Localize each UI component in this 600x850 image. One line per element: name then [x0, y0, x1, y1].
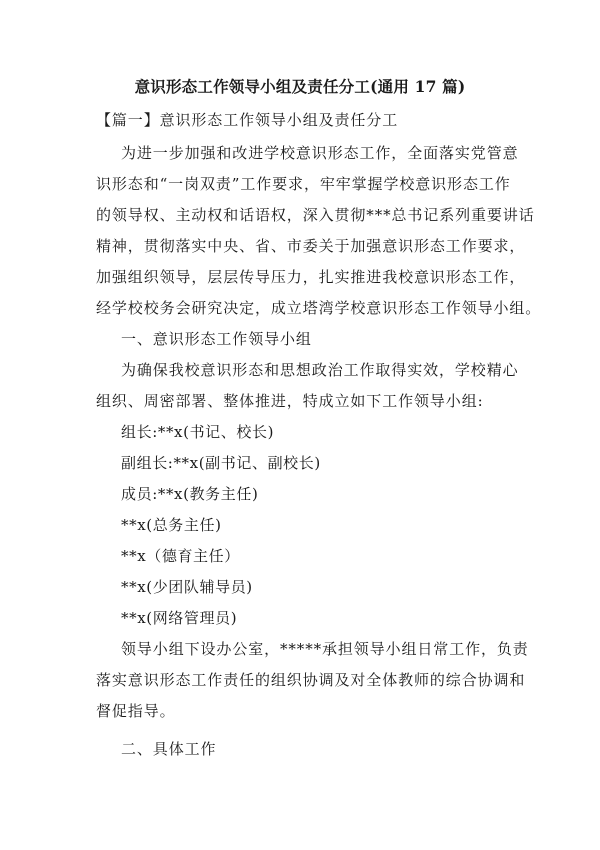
member-deputy-leader: 副组长:**x(副书记、副校长)	[121, 454, 321, 472]
member-teaching-director: 成员:**x(教务主任)	[121, 485, 259, 503]
member-youth-counselor: **x(少团队辅导员)	[121, 578, 253, 596]
member-leader: 组长:**x(书记、校长)	[121, 423, 275, 441]
intro-line-4: 精神，贯彻落实中央、省、市委关于加强意识形态工作要求，	[96, 237, 526, 255]
section-one-heading: 一、意识形态工作领导小组	[121, 330, 312, 348]
intro-line-6: 经学校校务会研究决定，成立塔湾学校意识形态工作领导小组。	[96, 299, 542, 317]
office-line-2: 落实意识形态工作责任的组织协调及对全体教师的综合协调和	[96, 671, 526, 689]
section-one-intro-line-1: 为确保我校意识形态和思想政治工作取得实效，学校精心	[121, 361, 519, 379]
member-network-admin: **x(网络管理员)	[121, 609, 238, 627]
intro-line-2: 识形态和“一岗双责”工作要求，牢牢掌握学校意识形态工作	[96, 175, 511, 193]
intro-line-3: 的领导权、主动权和话语权，深入贯彻***总书记系列重要讲话	[96, 206, 535, 224]
section-one-intro-line-2: 组织、周密部署、整体推进，特成立如下工作领导小组:	[96, 392, 484, 410]
document-title: 意识形态工作领导小组及责任分工(通用 17 篇)	[134, 77, 466, 96]
part-heading: 【篇一】意识形态工作领导小组及责任分工	[96, 111, 399, 129]
office-line-3: 督促指导。	[96, 702, 176, 720]
office-line-1: 领导小组下设办公室，*****承担领导小组日常工作，负责	[121, 640, 529, 658]
intro-line-1: 为进一步加强和改进学校意识形态工作，全面落实党管意	[121, 144, 519, 162]
section-two-heading: 二、具体工作	[121, 740, 217, 758]
intro-line-5: 加强组织领导，层层传导压力，扎实推进我校意识形态工作，	[96, 268, 526, 286]
member-moral-education: **x（德育主任）	[121, 547, 240, 565]
member-general-affairs: **x(总务主任)	[121, 516, 222, 534]
